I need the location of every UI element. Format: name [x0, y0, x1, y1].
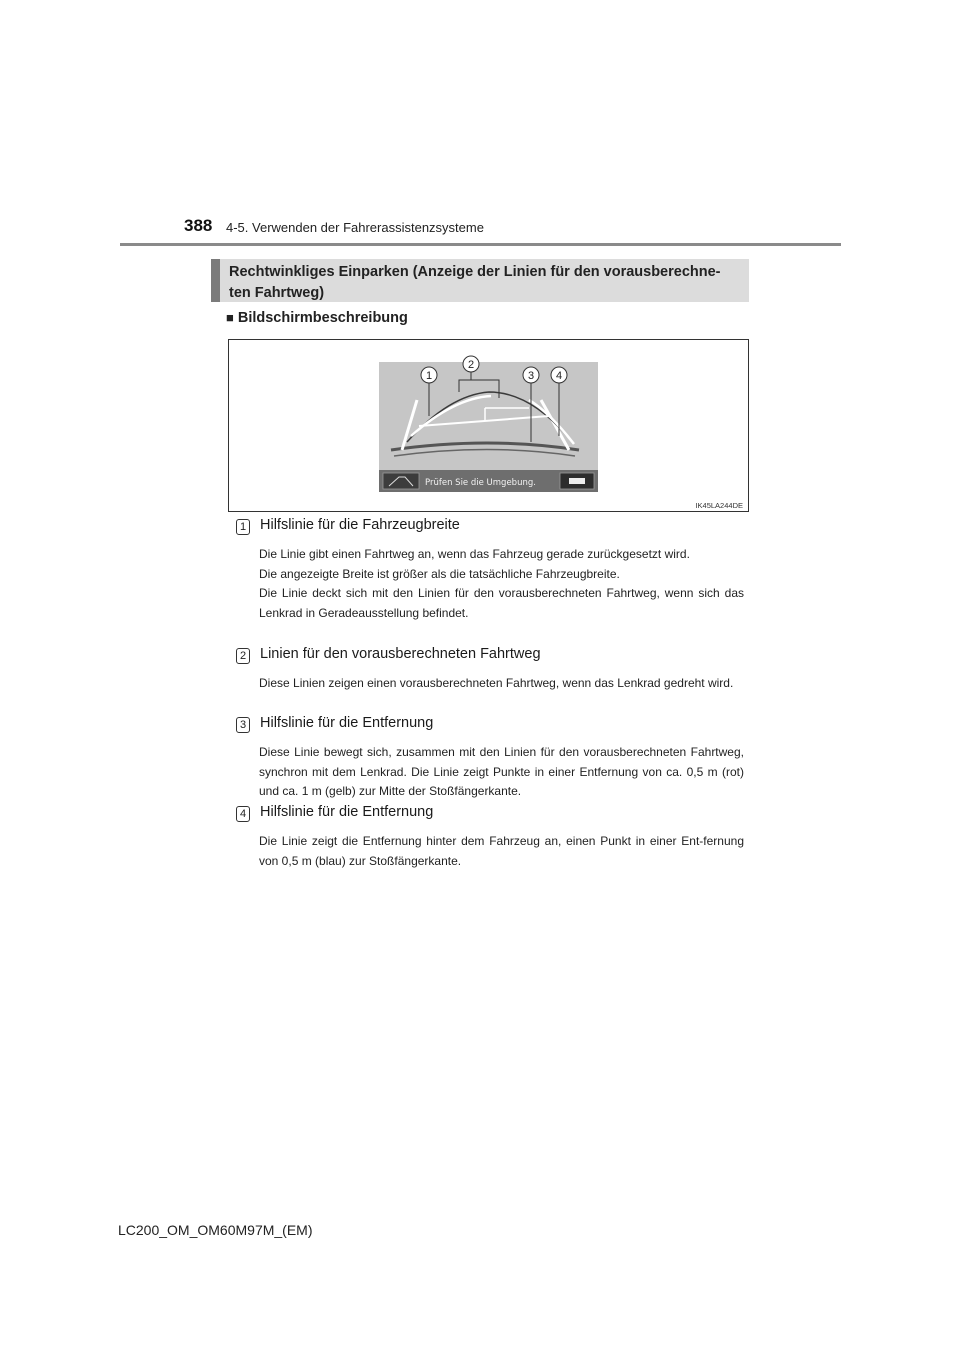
- section-title-line1: Rechtwinkliges Einparken (Anzeige der Linien für den vorausberechne-: [229, 264, 721, 280]
- item-paragraph: Diese Linien zeigen einen vorausberechneten Fahrtweg, wenn das Lenkrad gedreht wird.: [259, 676, 734, 690]
- item-title: Hilfslinie für die Entfernung: [260, 804, 434, 820]
- screen-illustration: [228, 339, 749, 512]
- callout-1: 1: [425, 370, 433, 382]
- header-rule: [120, 243, 841, 246]
- item-paragraph: Die Linie gibt einen Fahrtweg an, wenn das Fahrzeug gerade zurückgesetzt wird.: [259, 547, 690, 561]
- item-paragraph: Die angezeigte Breite ist größer als die tatsächliche Fahrzeugbreite.: [259, 566, 620, 581]
- item-title: Linien für den vorausberechneten Fahrtweg: [260, 646, 541, 662]
- footer-document-code: LC200_OM_OM60M97M_(EM): [118, 1222, 313, 1238]
- screen-message: Prüfen Sie die Umgebung.: [425, 478, 536, 488]
- item-body: [259, 743, 744, 802]
- item-paragraph: Diese Linie bewegt sich, zusammen mit den Linien für den vorausberechneten Fahrtweg, synchron mit dem Lenkrad. Die Linie zeigt Punkte in einer Entfernung von ca. 0,5 m (rot) und ca. 1 m (gelb) zur Mitte der Stoßfängerkante.: [259, 745, 744, 798]
- item-body: [259, 674, 744, 694]
- chapter-title: 4-5. Verwenden der Fahrerassistenzsysteme: [226, 220, 484, 235]
- page-number: 388: [184, 216, 213, 235]
- item-paragraph: Die Linie zeigt die Entfernung hinter dem Fahrzeug an, einen Punkt in einer Ent-fernung von 0,5 m (blau) zur Stoßfängerkante.: [259, 834, 744, 868]
- item-title: Hilfslinie für die Fahrzeugbreite: [260, 517, 460, 533]
- subheading: [226, 310, 408, 326]
- item-body: [259, 545, 744, 623]
- item-title: Hilfslinie für die Entfernung: [260, 715, 434, 731]
- figure-code: IK45LA244DE: [695, 501, 743, 510]
- square-bullet-icon: ■: [226, 310, 234, 325]
- item-paragraph: Die Linie deckt sich mit den Linien für den vorausberechneten Fahrtweg, wenn sich das Lenkrad in Geradeausstellung befindet.: [259, 586, 744, 620]
- camera-mode-icon: [383, 473, 419, 489]
- subheading-text: Bildschirmbeschreibung: [237, 310, 408, 326]
- item-number: 2: [236, 648, 250, 664]
- callout-4: 4: [555, 370, 563, 382]
- item-number: 3: [236, 717, 250, 733]
- item-body: [259, 832, 744, 871]
- camera-screen-drawing: [229, 340, 750, 513]
- section-title-box: [211, 259, 749, 302]
- item-number: 4: [236, 806, 250, 822]
- callout-3: 3: [527, 370, 535, 382]
- section-title-line2: ten Fahrtweg): [229, 285, 325, 301]
- item-number: 1: [236, 519, 250, 535]
- callout-2: 2: [467, 359, 475, 371]
